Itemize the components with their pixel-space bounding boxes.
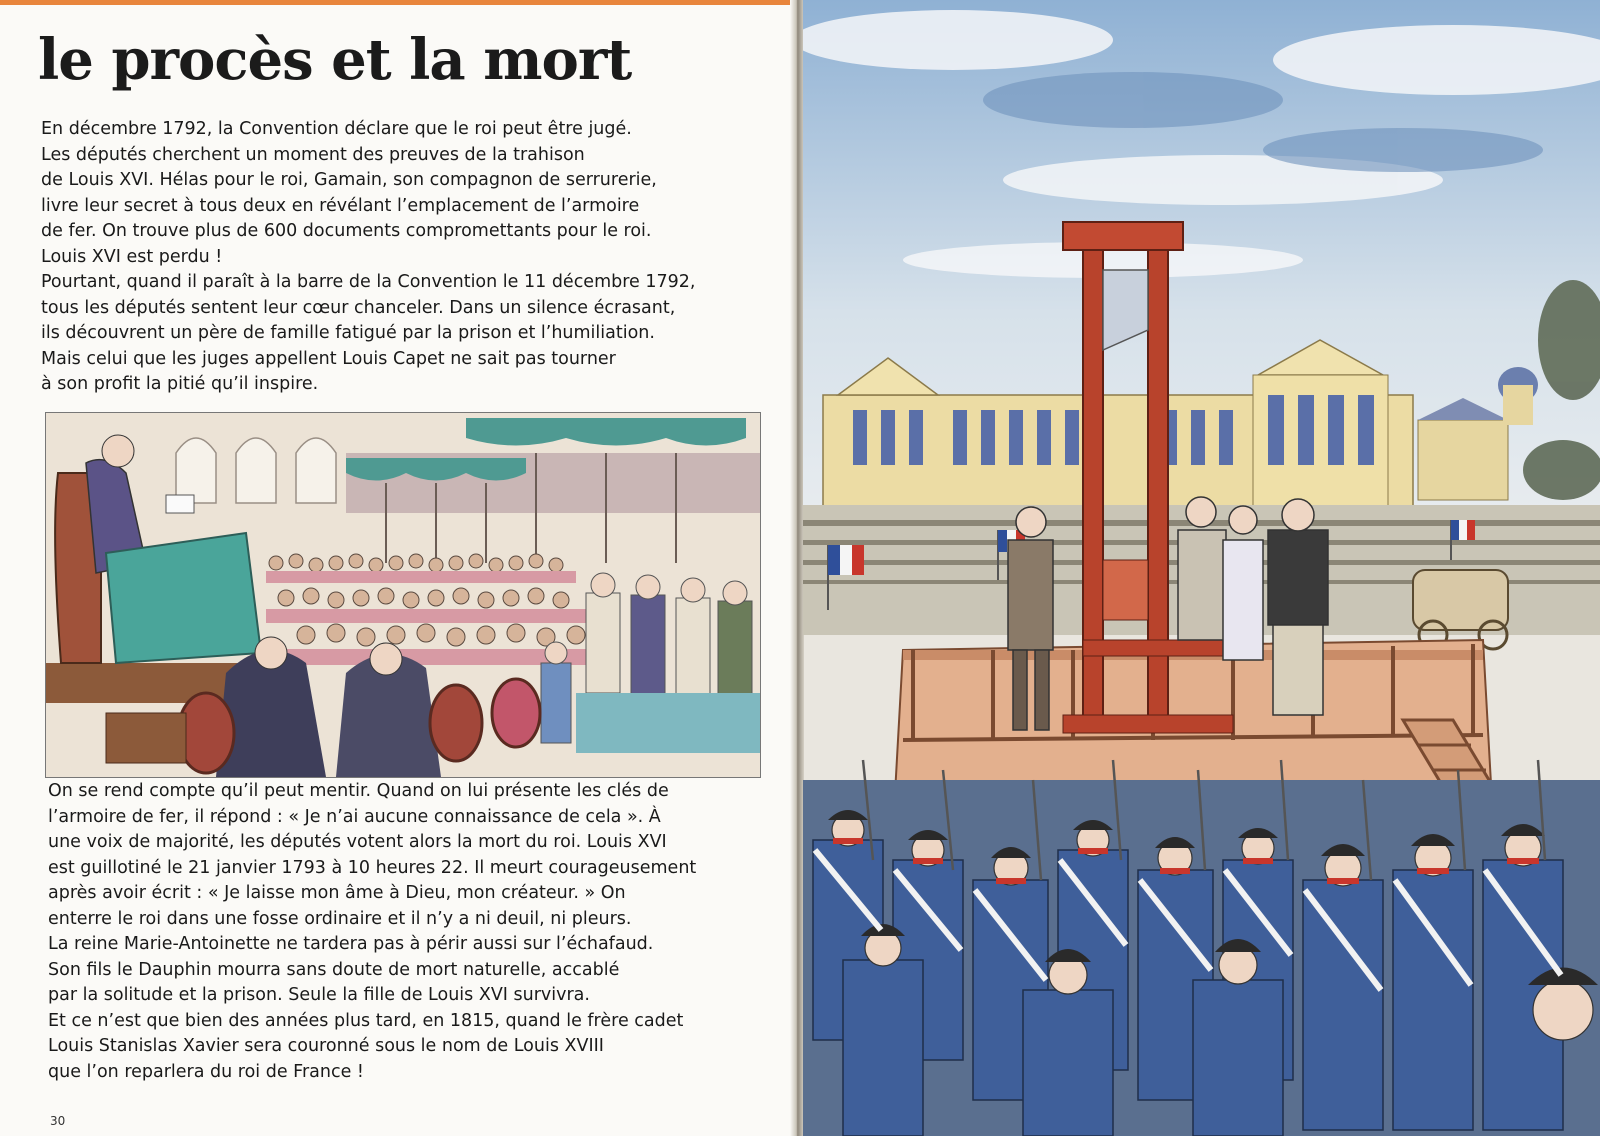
paragraph-1: En décembre 1792, la Convention déclare que le roi peut être jugé. Les députés cherchent un moment des preuves de la trahison de Louis XVI. Hélas pour le roi, Gamain, son compagnon de serrurerie, livre leur secret à tous deux en révélant l’emplacement de l’armoire de fer. On trouve plus de 600 documents compromettants pour le roi. Louis XVI est perdu ! Pourtant, quand il paraît à la barre de la Convention le 11 décembre 1792, tous les députés sentent leur cœur chanceler. Dans un silence écrasant, ils découvrent un père de famille fatigué par la prison et l’humiliation. Mais celui que les juges appellent Louis Capet ne sait pas tourner à son profit la pitié qu’il inspire. (41, 119, 696, 394)
page-title: le procès et la mort (38, 27, 632, 93)
page-number: 30 (50, 1114, 66, 1128)
accent-strip (0, 0, 800, 5)
execution-illustration (803, 0, 1600, 1136)
paragraph-2: On se rend compte qu’il peut mentir. Quand on lui présente les clés de l’armoire de fer, il répond : « Je n’ai aucune connaissance de cela ». À une voix de majorité, les députés votent alors la mort du roi. Louis XVI est guillotiné le 21 janvier 1793 à 10 heures 22. Il meurt courageusement après avoir écrit : « Je laisse mon âme à Dieu, mon créateur. » On enterre le roi dans une fosse ordinaire et il n’y a ni deuil, ni pleurs. La reine Marie-Antoinette ne tardera pas à périr aussi sur l’échafaud. Son fils le Dauphin mourra sans doute de mort naturelle, accablé par la solitude et la prison. Seule la fille de Louis XVI survivra. Et ce n’est que bien des années plus tard, en 1815, quand le frère cadet Louis Stanislas Xavier sera couronné sous le nom de Louis XVIII que l’on reparlera du roi de France ! (48, 781, 697, 1082)
trial-illustration (45, 412, 761, 778)
book-gutter (790, 0, 804, 1136)
